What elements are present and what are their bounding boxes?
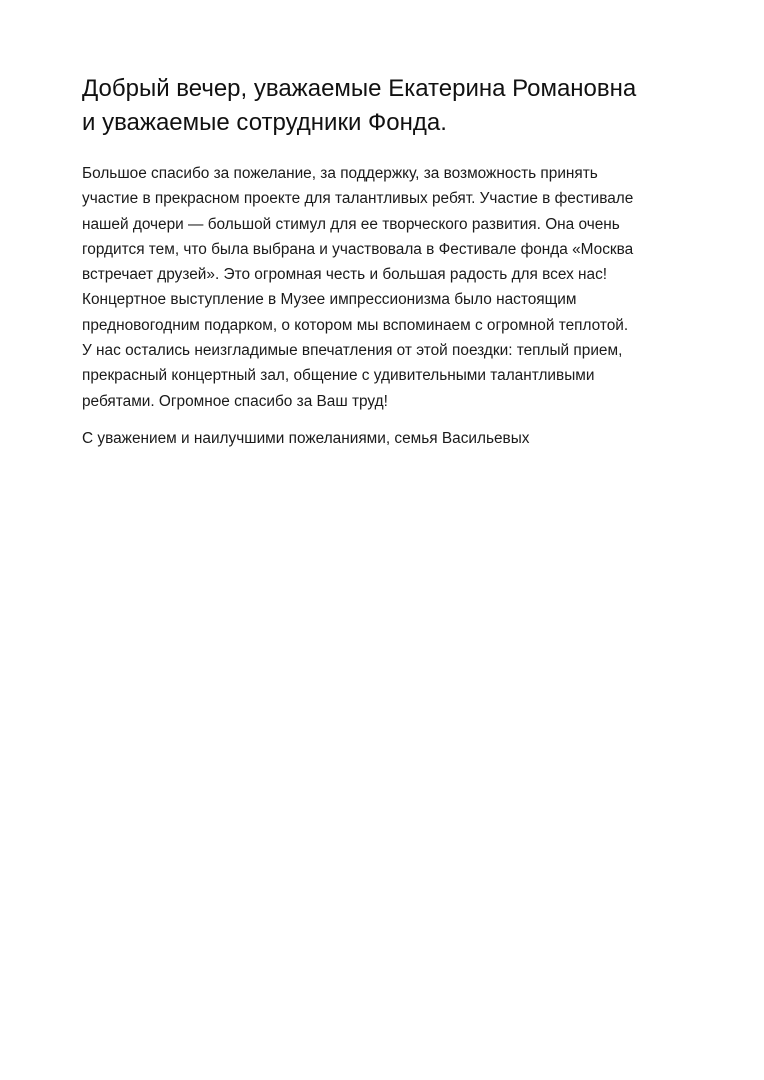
body-line: Концертное выступление в Музее импрессионизма было настоящим bbox=[82, 291, 577, 309]
greeting-line-2: и уважаемые сотрудники Фонда. bbox=[82, 109, 447, 136]
body-line: предновогодним подарком, о котором мы вспоминаем с огромной теплотой. bbox=[82, 316, 629, 334]
body-line: У нас остались неизгладимые впечатления от этой поездки: теплый прием, bbox=[82, 342, 623, 360]
body-line: Большое спасибо за пожелание, за поддержку, за возможность принять bbox=[82, 165, 598, 182]
letter-signature: С уважением и наилучшими пожеланиями, семья Васильевых bbox=[82, 429, 530, 447]
body-line: встречает друзей». Это огромная честь и большая радость для всех нас! bbox=[82, 266, 608, 284]
body-line: гордится тем, что была выбрана и участвовала в Фестивале фонда «Москва bbox=[82, 240, 634, 258]
body-line: ребятами. Огромное спасибо за Ваш труд! bbox=[82, 392, 388, 410]
greeting-line-1: Добрый вечер, уважаемые Екатерина Романовна bbox=[82, 75, 637, 102]
body-line: нашей дочери — большой стимул для ее творческого развития. Она очень bbox=[82, 215, 620, 233]
letter-page bbox=[82, 72, 692, 451]
body-line: участие в прекрасном проекте для талантливых ребят. Участие в фестивале bbox=[82, 190, 634, 208]
letter-greeting-heading bbox=[82, 72, 692, 140]
letter-body-paragraph bbox=[82, 161, 692, 414]
body-line: прекрасный концертный зал, общение с удивительными талантливыми bbox=[82, 367, 595, 385]
